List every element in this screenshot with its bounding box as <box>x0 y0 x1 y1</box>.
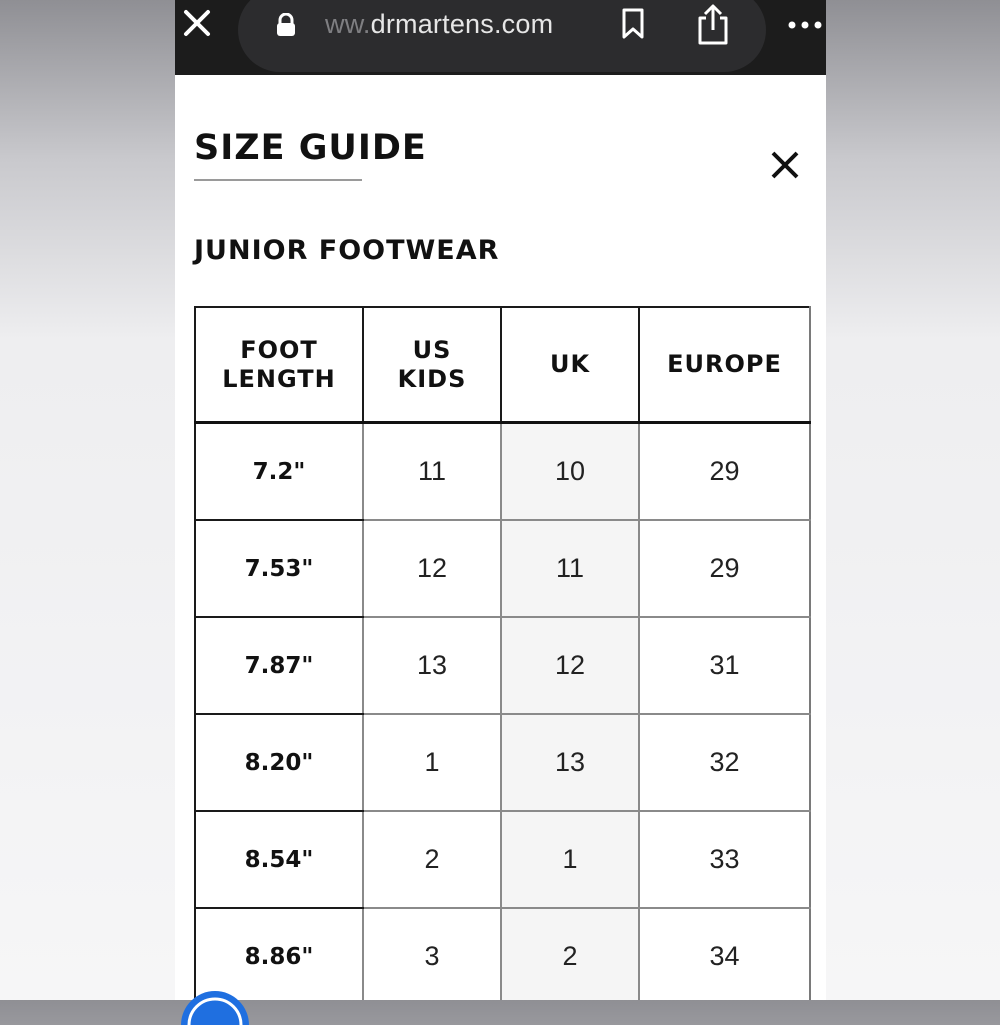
chat-widget-icon[interactable] <box>180 985 250 1025</box>
table-row <box>195 423 810 521</box>
cell-us-kids: 3 <box>363 908 501 1000</box>
close-icon[interactable] <box>770 150 800 180</box>
cell-europe: 32 <box>639 714 810 811</box>
cell-europe: 34 <box>639 908 810 1000</box>
phone-screen <box>175 0 826 1000</box>
cell-foot-length: 8.86" <box>195 908 363 1000</box>
cell-europe: 33 <box>639 811 810 908</box>
cell-europe: 29 <box>639 423 810 521</box>
header-europe: EUROPE <box>639 307 810 423</box>
cell-foot-length: 7.2" <box>195 423 363 521</box>
cell-uk: 1 <box>501 811 639 908</box>
cell-us-kids: 2 <box>363 811 501 908</box>
table-row <box>195 908 810 1000</box>
size-guide-title: SIZE GUIDE <box>194 128 427 168</box>
lock-icon <box>275 13 297 37</box>
table-header-row <box>195 307 810 423</box>
title-underline <box>194 179 362 181</box>
cell-foot-length: 7.87" <box>195 617 363 714</box>
header-us-kids: US KIDS <box>363 307 501 423</box>
cell-us-kids: 12 <box>363 520 501 617</box>
section-title: JUNIOR FOOTWEAR <box>194 235 500 266</box>
size-table <box>194 306 811 1000</box>
cell-us-kids: 13 <box>363 617 501 714</box>
cell-foot-length: 8.20" <box>195 714 363 811</box>
close-icon[interactable] <box>182 8 212 38</box>
url-text[interactable] <box>325 6 553 42</box>
cell-uk: 2 <box>501 908 639 1000</box>
bookmark-icon[interactable] <box>621 8 645 40</box>
browser-toolbar <box>175 0 826 75</box>
cell-europe: 31 <box>639 617 810 714</box>
cell-europe: 29 <box>639 520 810 617</box>
cell-uk: 10 <box>501 423 639 521</box>
cell-uk: 13 <box>501 714 639 811</box>
cell-foot-length: 7.53" <box>195 520 363 617</box>
table-row <box>195 714 810 811</box>
cell-foot-length: 8.54" <box>195 811 363 908</box>
header-uk: UK <box>501 307 639 423</box>
url-prefix: ww. <box>325 9 371 39</box>
cell-uk: 12 <box>501 617 639 714</box>
share-icon[interactable] <box>695 2 731 46</box>
url-domain: drmartens.com <box>370 9 554 39</box>
table-row <box>195 811 810 908</box>
table-row <box>195 520 810 617</box>
header-foot-length: FOOT LENGTH <box>195 307 363 423</box>
table-row <box>195 617 810 714</box>
cell-us-kids: 11 <box>363 423 501 521</box>
more-icon[interactable] <box>787 20 823 30</box>
cell-us-kids: 1 <box>363 714 501 811</box>
cell-uk: 11 <box>501 520 639 617</box>
